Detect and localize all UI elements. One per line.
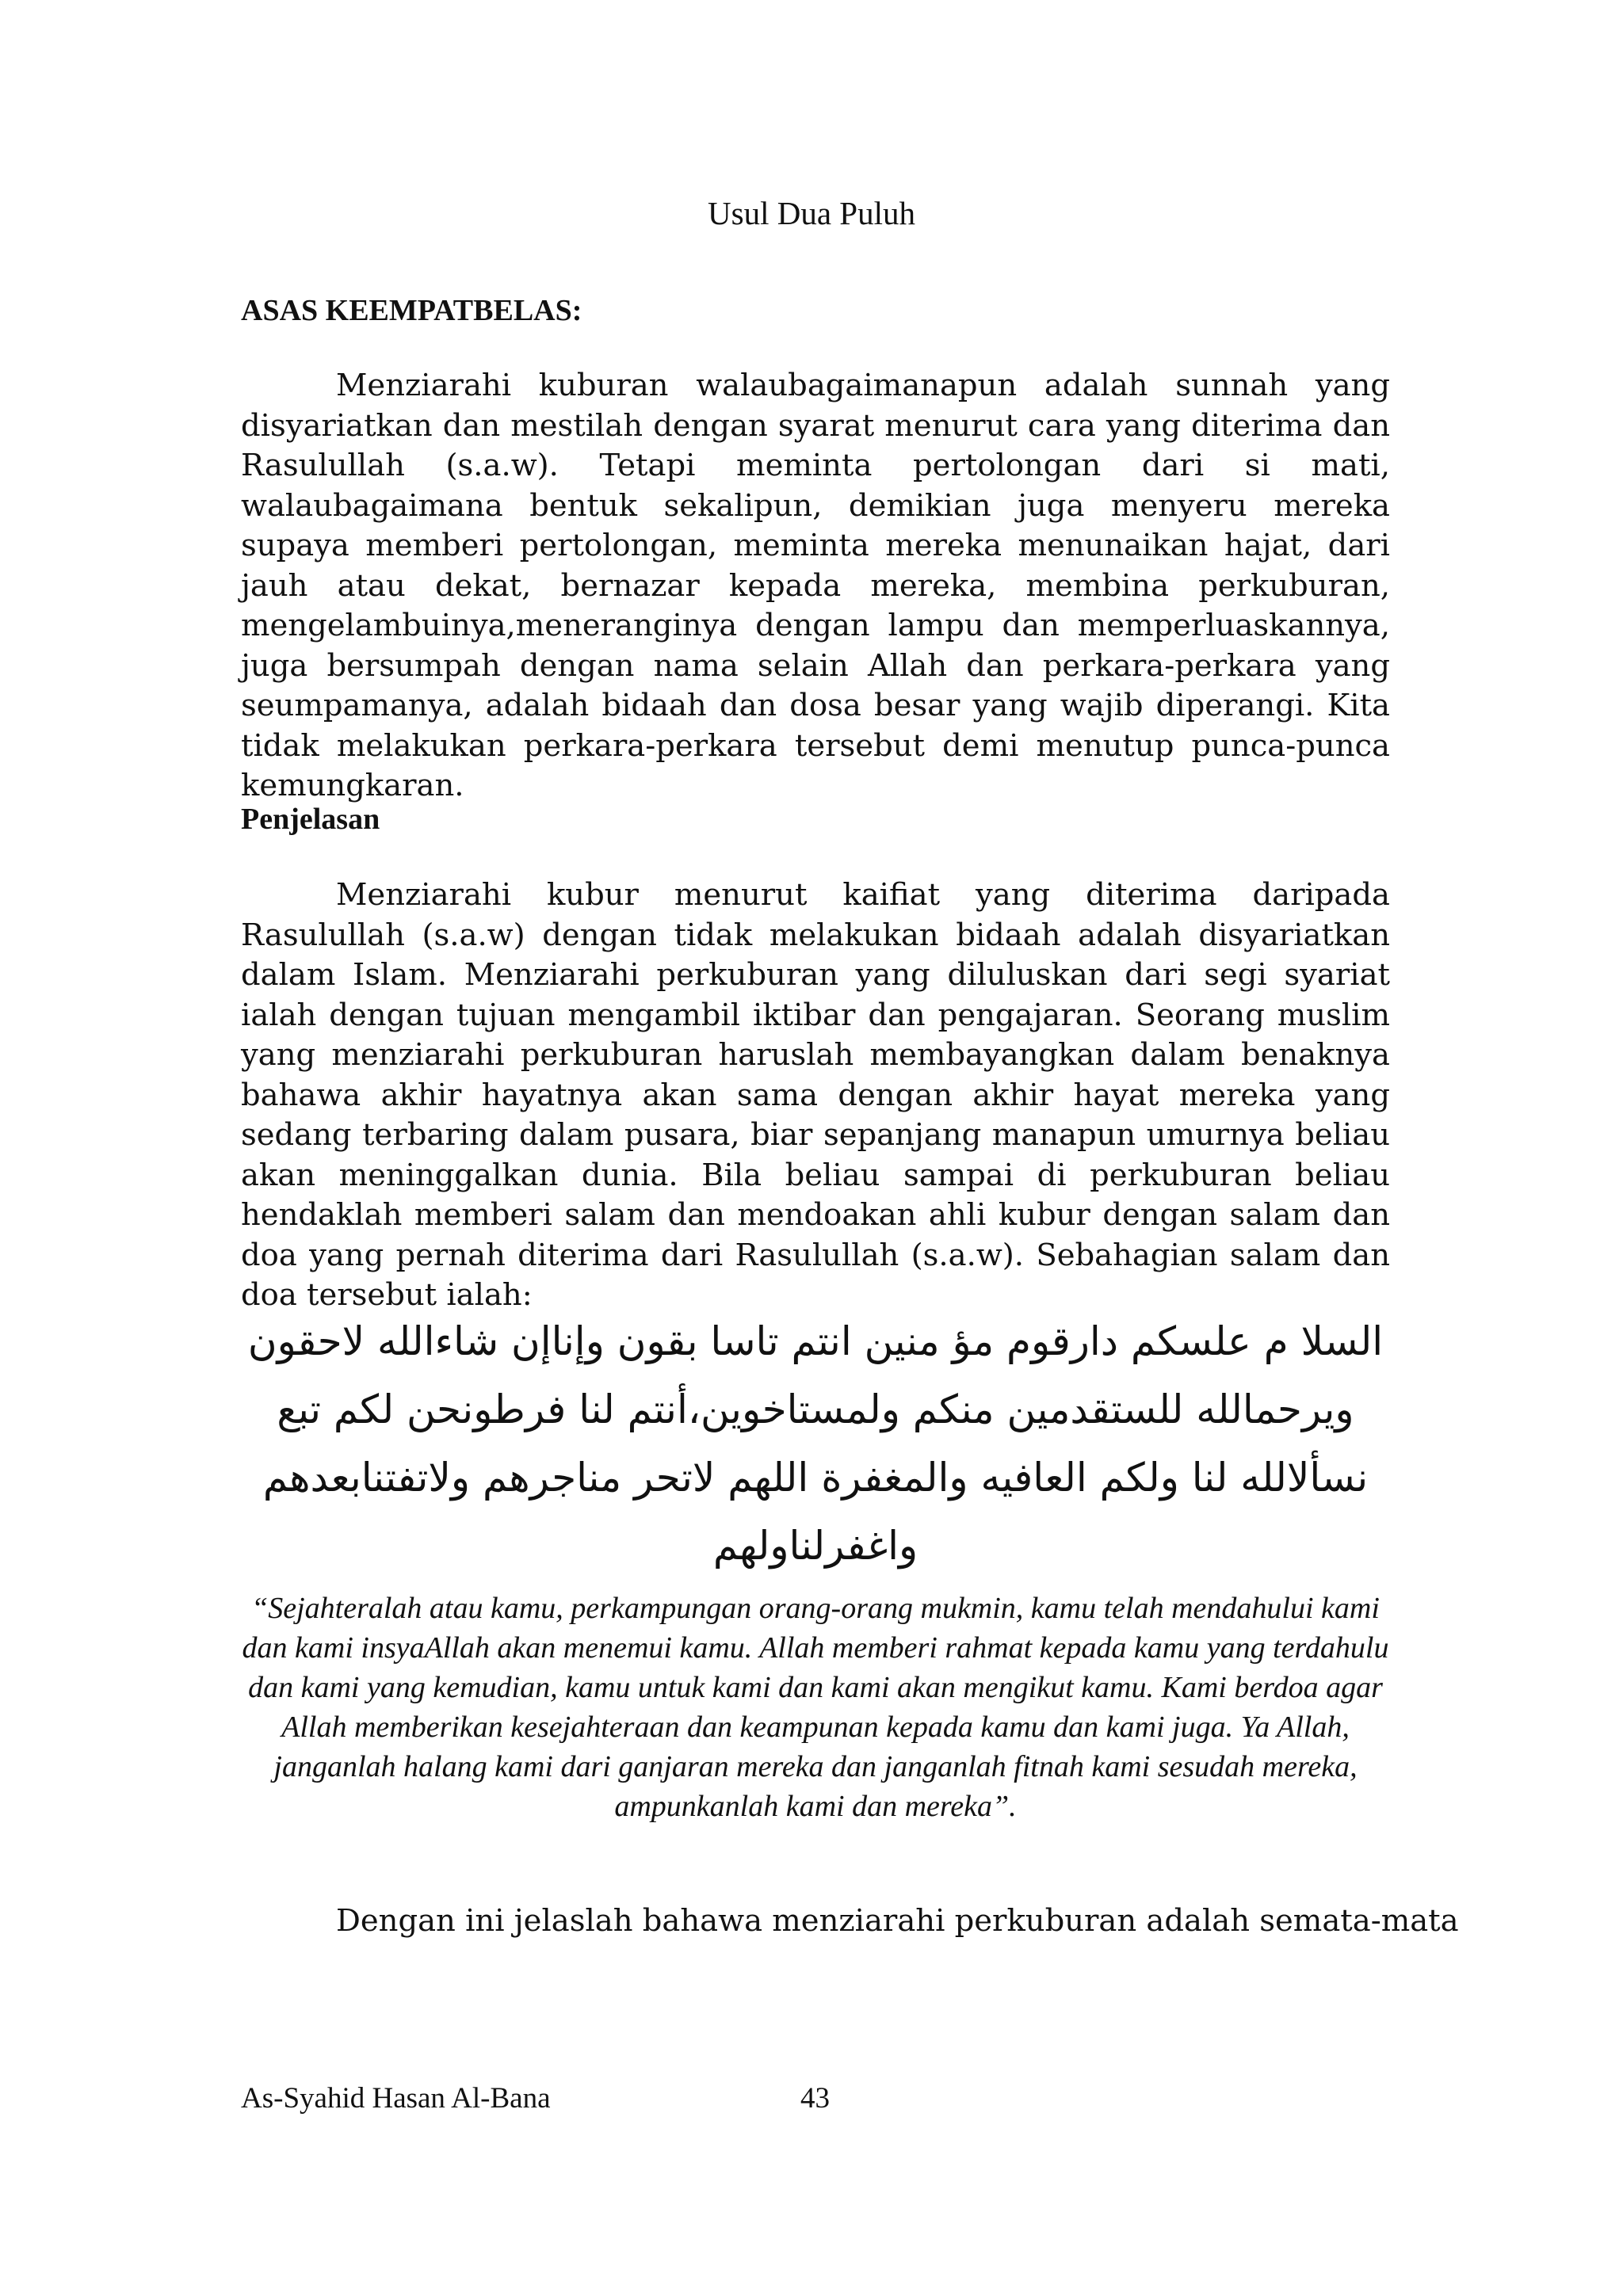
explanation-paragraph: Menziarahi kubur menurut kaifiat yang diterima daripada Rasulullah (s.a.w) dengan tidak melakukan bidaah adalah disyariatkan dalam Islam. Menziarahi perkuburan yang diluluskan dari segi syariat ialah dengan tujuan mengambil iktibar dan pengajaran. Seorang muslim yang menziarahi perkuburan haruslah membayangkan dalam benaknya bahawa akhir hayatnya akan sama dengan akhir hayat mereka yang sedang terbaring dalam pusara, biar sepanjang manapun umurnya beliau akan meninggalkan dunia. Bila beliau sampai di perkuburan beliau hendaklah memberi salam dan mendoakan ahli kubur dengan salam dan doa yang pernah diterima dari Rasulullah (s.a.w). Sebahagian salam dan doa tersebut ialah: — [241, 877, 1390, 1313]
arabic-prayer: السلا م علسكم دارقوم مؤ منين انتم تاسا بقون وإناإن شاءالله لاحقون ويرحمالله للستقدمين منكم ولمستاخوين،أنتم لنا فرطونحن لكم تبع نسألالله لنا ولكم العافيه والمغفرة اللهم لاتحر مناجرهم ولاتفتنابعدهم واغفرلناولهم — [247, 1318, 1384, 1569]
section-title: ASAS KEEMPATBELAS: — [241, 294, 582, 327]
principle-paragraph: Menziarahi kuburan walaubagaimanapun adalah sunnah yang disyariatkan dan mestilah dengan syarat menurut cara yang diterima dan Rasulullah (s.a.w). Tetapi meminta pertolongan dari si mati, walaubagaimana bentuk sekalipun, demikian juga menyeru mereka supaya memberi pertolongan, meminta mereka menunaikan hajat, dari jauh atau dekat, bernazar kepada mereka, membina perkuburan, mengelambuinya,meneranginya dengan lampu dan memperluaskannya, juga bersumpah dengan nama selain Allah dan perkara-perkara yang seumpamanya, adalah bidaah dan dosa besar yang wajib diperangi. Kita tidak melakukan perkara-perkara tersebut demi menutup punca-punca kemungkaran. — [241, 368, 1390, 803]
running-head: Usul Dua Puluh — [708, 195, 915, 231]
prayer-translation: “Sejahteralah atau kamu, perkampungan orang-orang mukmin, kamu telah mendahului kami dan kami insyaAllah akan menemui kamu. Allah memberi rahmat kepada kamu yang terdahulu dan kami yang kemudian, kamu untuk kami dan kami akan mengikut kamu. Kami berdoa agar Allah memberikan kesejahteraan dan keampunan kepada kamu dan kami juga. Ya Allah, janganlah halang kami dari ganjaran mereka dan janganlah fitnah kami sesudah mereka, ampunkanlah kami dan mereka”. — [242, 1592, 1389, 1823]
closing-paragraph: Dengan ini jelaslah bahawa menziarahi perkuburan adalah semata-mata — [336, 1903, 1459, 1939]
footer-author: As-Syahid Hasan Al-Bana — [241, 2082, 551, 2115]
explanation-title: Penjelasan — [241, 803, 380, 836]
page-number: 43 — [800, 2082, 830, 2115]
